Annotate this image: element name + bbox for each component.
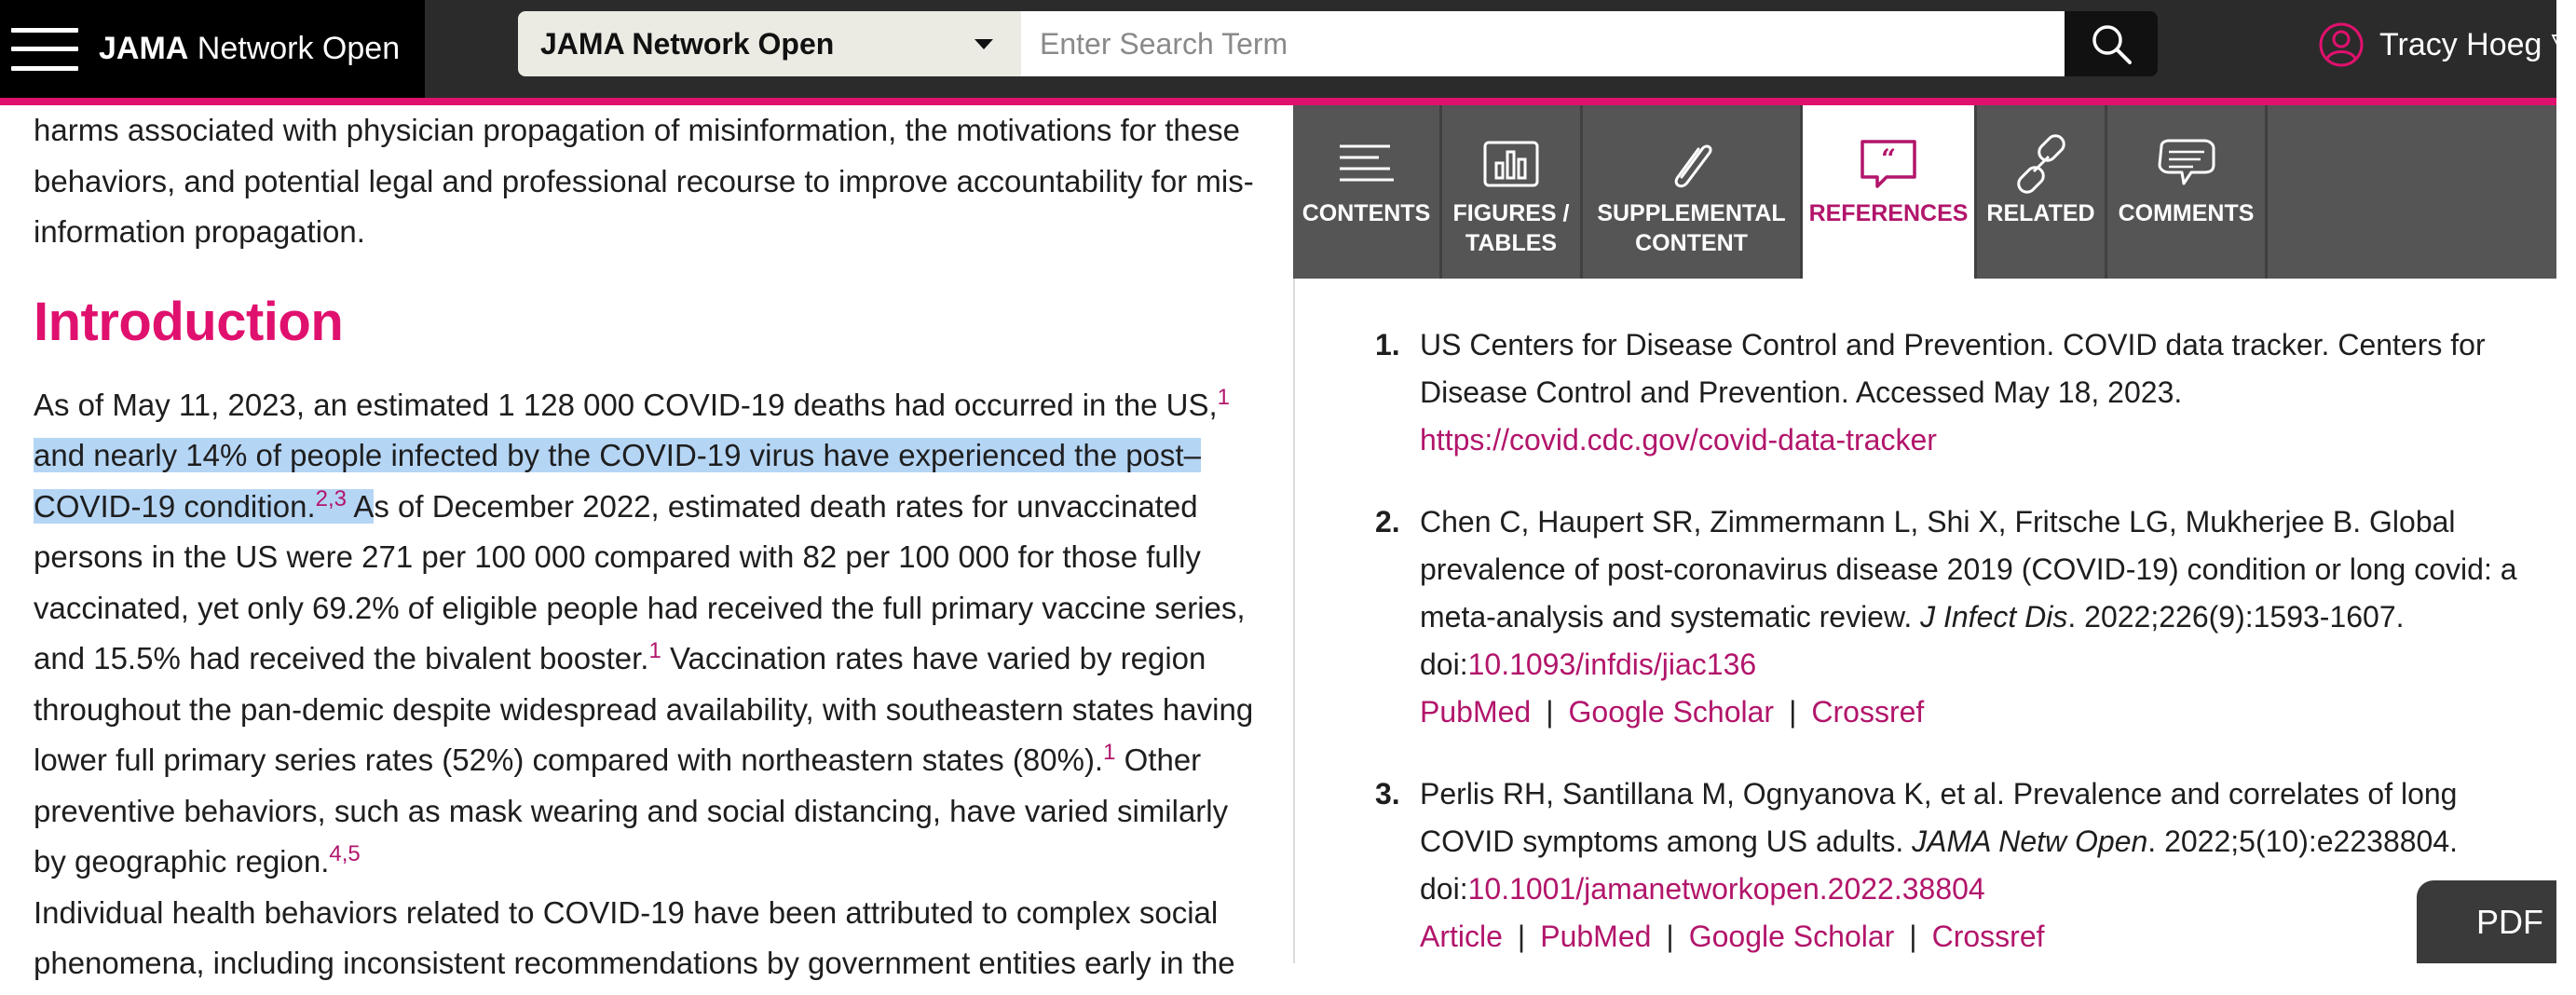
search-icon (2089, 21, 2133, 66)
search-scope-select[interactable] (518, 11, 1021, 76)
accent-divider (0, 98, 2556, 105)
chevron-down-icon (975, 39, 993, 49)
user-name: Tracy Hoeg (2379, 26, 2542, 62)
doi-link[interactable]: 10.1093/infdis/jiac136 (1467, 647, 1757, 681)
google-scholar-link[interactable]: Google Scholar (1688, 920, 1895, 953)
reference-number: 1. (1375, 328, 1400, 361)
reference-number: 2. (1375, 505, 1400, 538)
section-heading: Introduction (34, 291, 344, 352)
doi-link[interactable]: 10.1001/jamanetworkopen.2022.38804 (1467, 872, 1985, 906)
tab-supplemental-content[interactable]: SUPPLEMENTAL CONTENT (1583, 105, 1803, 279)
site-logo[interactable]: JAMA Network Open (99, 31, 401, 66)
citation-link[interactable]: 1 (1103, 740, 1116, 765)
abstract-end-paragraph: harms associated with physician propagation of misinformation, the motivations for these behaviors, and potential legal and professional recourse to improve accountability for mis-information propagation. (34, 113, 1254, 249)
reference-number: 3. (1375, 777, 1400, 811)
bar-chart-icon (1483, 141, 1539, 187)
reference-url-link[interactable]: https://covid.cdc.gov/covid-data-tracker (1420, 423, 1937, 457)
pubmed-link[interactable]: PubMed (1420, 695, 1532, 729)
comment-icon (2156, 139, 2217, 189)
reference-text: Chen C, Haupert SR, Zimmermann L, Shi X, Fritsche LG, Mukherjee B. Global prevalence of post-coronavirus disease 2019 (COVID-19) condition or long covid: a meta-analysis and systematic review. J Infect Dis. 2022;226(9):1593-1607. (1420, 505, 2517, 634)
crossref-link[interactable]: Crossref (1931, 920, 2045, 953)
brand-area (0, 0, 425, 98)
side-panel-tabs (1293, 105, 2556, 279)
search-button[interactable] (2065, 11, 2158, 76)
user-caret-icon: ▽ (2551, 27, 2576, 62)
citation-link[interactable]: 4,5 (329, 841, 361, 866)
contents-icon (1338, 141, 1396, 187)
selected-text: and nearly 14% of people infected by the COVID-19 virus have experienced the post–COVID-19 condition.$^{2,3}$ A (34, 438, 1201, 524)
reference-text: Perlis RH, Santillana M, Ognyanova K, et al. Prevalence and correlates of long COVID symptoms among US adults. JAMA Netw Open. 2022;5(10):e2238804. (1420, 777, 2459, 858)
svg-text:“: “ (1880, 143, 1897, 174)
tab-related[interactable]: RELATED (1977, 105, 2107, 279)
intro-paragraph: As of May 11, 2023, an estimated 1 128 000 COVID-19 deaths had occurred in the US,$^1$ and nearly 14% of people infected by the COVID-19 virus have experienced the post–COVID-19 condition.$^{2,3}$ As of December 2022, estimated death rates for unvaccinated persons in the US were 271 per 100 000 compared with 82 per 100 000 for those fully vaccinated, yet only 69.2% of eligible people had received the full primary vaccine series, and 15.5% had received the bivalent booster.$^1$ Vaccination rates have varied by region throughout the pan-demic despite widespread availability, with southeastern states having lower full primary series rates (52%) compared with northeastern states (80%).$^1$ Other preventive behaviors, such as mask wearing and social distancing, have varied similarly by geographic region.$^{4,5}$ (34, 384, 1254, 879)
pubmed-link[interactable]: PubMed (1540, 920, 1652, 953)
reference-item (1375, 321, 2521, 464)
citation-link[interactable]: 2,3 (315, 485, 348, 511)
pdf-button[interactable]: PDF (2417, 880, 2556, 963)
user-menu[interactable] (2318, 19, 2576, 71)
article-link[interactable]: Article (1420, 920, 1503, 953)
tab-references[interactable]: “ REFERENCES (1803, 105, 1977, 279)
google-scholar-link[interactable]: Google Scholar (1568, 695, 1775, 729)
reference-item: 2. Chen C, Haupert SR, Zimmermann L, Shi X, Fritsche LG, Mukherjee B. Global prevalence of post-coronavirus disease 2019 (COVID-19) condition or long covid: a meta-analysis and systematic review. J Infect Dis. 2022;226(9):1593-1607. doi:10.1093/infdis/jiac136 PubMed | Google Scholar | Crossref (1375, 498, 2521, 736)
tab-figures-tables[interactable]: FIGURES / TABLES (1442, 105, 1583, 279)
body-paragraph: Individual health behaviors related to COVID-19 have been attributed to complex social phenomena, including inconsistent recommendations by government entities early in the (34, 894, 1235, 980)
paperclip-icon (1669, 136, 1715, 192)
quote-icon (1859, 138, 1918, 190)
citation-link[interactable]: 1 (648, 638, 661, 663)
crossref-link[interactable]: Crossref (1811, 695, 1925, 729)
search-scope-label: JAMA Network Open (540, 26, 835, 61)
menu-icon[interactable] (11, 28, 78, 71)
tab-contents[interactable]: CONTENTS (1293, 105, 1442, 279)
top-bar (0, 0, 2576, 98)
citation-link[interactable]: 1 (1217, 384, 1230, 410)
article-body (34, 105, 1263, 980)
reference-text: US Centers for Disease Control and Prevention. COVID data tracker. Centers for Disease Control and Prevention. Accessed May 18, 2023. (1420, 328, 2486, 409)
user-icon (2318, 21, 2365, 68)
link-icon (2013, 136, 2069, 192)
references-list (1375, 321, 2521, 995)
search-input[interactable] (1021, 11, 2065, 76)
reference-item: 3. Perlis RH, Santillana M, Ognyanova K, et al. Prevalence and correlates of long COVID symptoms among US adults. JAMA Netw Open. 2022;5(10):e2238804. doi:10.1001/jamanetworkopen.2022.38804 Article | PubMed | Google Scholar | Crossref (1375, 770, 2521, 961)
tab-comments[interactable]: COMMENTS (2107, 105, 2268, 279)
